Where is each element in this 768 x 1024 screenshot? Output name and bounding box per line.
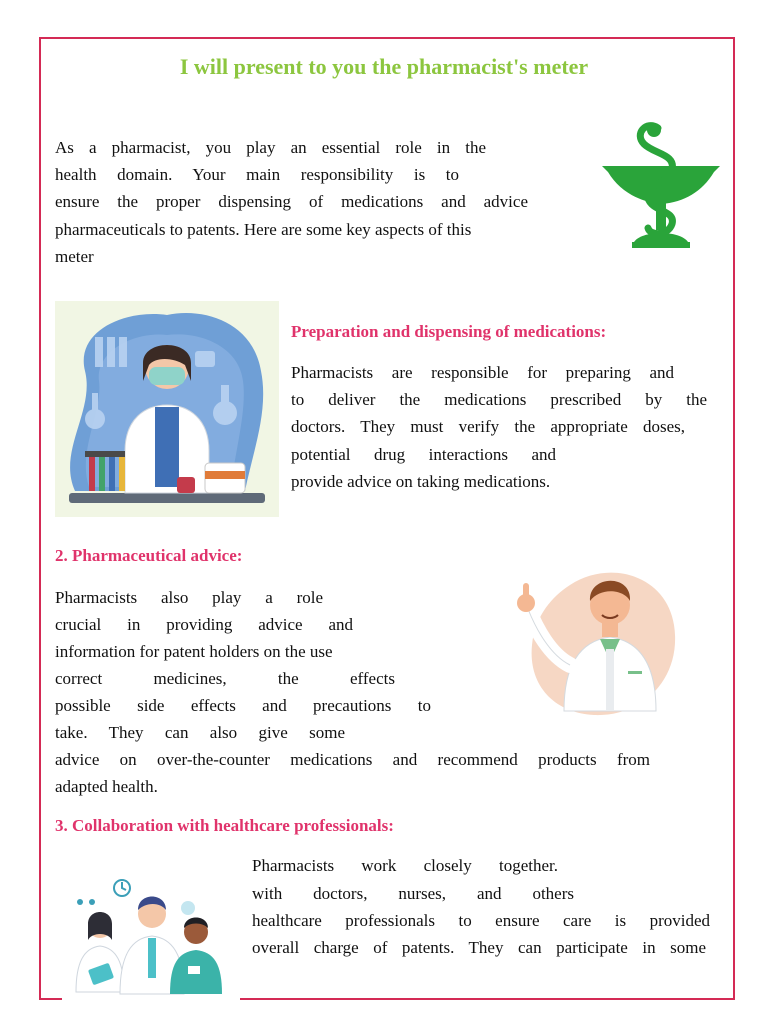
section3-line: healthcare professionals to ensure care is provided <box>252 911 710 930</box>
section2-line: take. They can also give some <box>55 723 345 742</box>
section3-line: with doctors, nurses, and others <box>252 884 574 903</box>
intro-line: As a pharmacist, you play an essential role in the <box>55 138 486 157</box>
section1-heading: Preparation and dispensing of medications: <box>291 322 607 341</box>
section3-heading: 3. Collaboration with healthcare professionals: <box>55 816 394 835</box>
intro-line: pharmaceuticals to patents. Here are some key aspects of this <box>55 220 472 239</box>
section2-line: Pharmacists also play a role <box>55 588 323 607</box>
section1-line: doctors. They must verify the appropriate doses, <box>291 417 685 436</box>
section1-line: Pharmacists are responsible for preparing and <box>291 363 674 382</box>
pharmacist-lab-illustration <box>55 301 279 517</box>
section2-line: possible side effects and precautions to <box>55 696 431 715</box>
section2-line: information for patent holders on the use <box>55 642 333 661</box>
section3-line: overall charge of patents. They can participate in some <box>252 938 706 957</box>
section2-line: adapted health. <box>55 777 158 796</box>
page-title: I will present to you the pharmacist's meter <box>179 54 589 79</box>
intro-line: meter <box>55 247 94 266</box>
pharmacy-bowl-of-hygieia-icon <box>598 118 724 252</box>
section2-line: crucial in providing advice and <box>55 615 353 634</box>
section3-line: Pharmacists work closely together. <box>252 856 558 875</box>
section1-line: potential drug interactions and <box>291 445 556 464</box>
section1-line: provide advice on taking medications. <box>291 472 551 491</box>
pharmacist-pointing-illustration <box>470 545 716 725</box>
section1-line: to deliver the medications prescribed by the <box>291 390 707 409</box>
section2-line: correct medicines, the effects <box>55 669 395 688</box>
intro-line: ensure the proper dispensing of medications and advice <box>55 192 528 211</box>
section2-line: advice on over-the-counter medications and recommend products from <box>55 750 650 769</box>
section2-heading: 2. Pharmaceutical advice: <box>55 546 243 565</box>
intro-line: health domain. Your main responsibility is to <box>55 165 459 184</box>
medical-team-illustration <box>62 862 240 1000</box>
